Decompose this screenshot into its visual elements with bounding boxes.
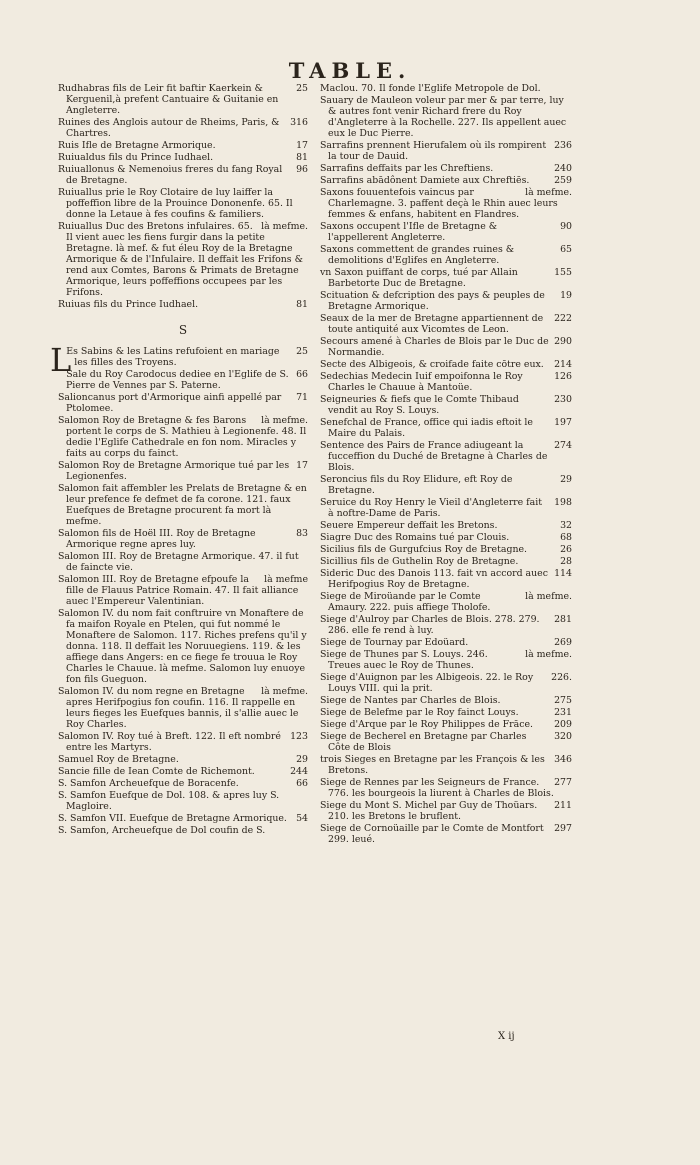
index-entry <box>320 244 572 266</box>
index-entry <box>320 440 572 473</box>
entry-text: Es Sabins & les Latins refufoient en mariage les filles des Troyens. <box>66 346 280 368</box>
index-entry <box>320 497 572 519</box>
entry-page-ref: 114 <box>554 568 572 579</box>
entry-text: Seaux de la mer de Bretagne appartiennent de toute antiquité aux Vicomtes de Leon. <box>320 313 544 335</box>
entry-text: Siege d'Aulroy par Charles de Blois. 278. 279. 286. elle fe rend à luy. <box>320 614 540 636</box>
entry-page-ref: 230 <box>554 394 572 405</box>
index-entry <box>58 415 308 459</box>
entry-text: S. Samfon VII. Euefque de Bretagne Armorique. <box>58 813 287 824</box>
left-column <box>50 83 308 837</box>
entry-text: Ruiuallus Duc des Bretons infulaires. 65. Il vient auec les fiens furgir dans la petite Bretagne. là mef. & fut éleu Roy de la Bretagne Armorique & de l'Infulaire. Il deffait les Frifons & rend aux Comtes, Barons & Primats de Bretagne Armorique, leurs poffeffions occupees par les Frifons. <box>58 221 303 298</box>
index-entry <box>320 695 572 706</box>
entry-text: Seruice du Roy Henry le Vieil d'Angleterre fait à noftre-Dame de Paris. <box>320 497 543 519</box>
index-entry <box>320 800 572 822</box>
index-entry <box>58 392 308 414</box>
entry-page-ref: 81 <box>296 299 308 310</box>
entry-text: Siege d'Auignon par les Albigeois. 22. le Roy Louys VIII. qui la prit. <box>320 672 534 694</box>
entry-text: Siege d'Arque par le Roy Philippes de Frāce. <box>320 719 534 730</box>
entry-text: Siege de Becherel en Bretagne par Charles Côte de Blois <box>320 731 527 753</box>
index-entry <box>320 175 572 186</box>
section-heading-s: S <box>178 323 188 337</box>
index-entry <box>320 267 572 289</box>
index-entry <box>320 719 572 730</box>
entry-page-ref: 28 <box>560 556 572 567</box>
signature-mark: X ij <box>498 1031 515 1042</box>
entry-text: Siege de Cornoüaille par le Comte de Montfort 299. leué. <box>320 823 544 845</box>
index-entry <box>320 649 572 671</box>
index-entry <box>58 460 308 482</box>
entry-page-ref: 54 <box>296 813 308 824</box>
entry-page-ref: 231 <box>554 707 572 718</box>
index-entry <box>320 614 572 636</box>
entry-page-ref: 68 <box>560 532 572 543</box>
entry-page-ref: 126 <box>554 371 572 382</box>
index-entry <box>58 528 308 550</box>
index-entry <box>320 163 572 174</box>
index-entry <box>320 371 572 393</box>
entry-page-ref: 155 <box>554 267 572 278</box>
entry-page-ref: là mefme. <box>525 187 572 198</box>
entry-text: Siege de Tournay par Edoüard. <box>320 637 469 648</box>
index-entry <box>58 731 308 753</box>
index-entry <box>320 707 572 718</box>
entry-page-ref: là mefme. <box>525 649 572 660</box>
index-entry <box>320 187 572 220</box>
entry-text: Salomon IV. du nom regne en Bretagne apres Herifpogius fon coufin. 116. Il rappelle en leurs fieges les Euefques bannis, il s'allie auec le Roy Charles. <box>58 686 299 730</box>
entry-page-ref: là mefme <box>264 574 308 585</box>
entry-text: Ruiuallonus & Nemenoius freres du fang Royal de Bretagne. <box>58 164 283 186</box>
entry-page-ref: 96 <box>296 164 308 175</box>
entry-text: Maclou. 70. Il fonde l'Eglife Metropole de Dol. <box>320 83 541 94</box>
entry-text: Salomon IV. Roy tué à Breft. 122. Il eft nombré entre les Martyrs. <box>58 731 281 753</box>
entry-page-ref: 66 <box>296 369 308 380</box>
entry-page-ref: 277 <box>554 777 572 788</box>
entry-text: Sarrafins abādônent Damiete aux Chreftiēs. <box>320 175 530 186</box>
entry-text: Siege de Belefme par le Roy fainct Louys. <box>320 707 519 718</box>
index-entry <box>320 394 572 416</box>
index-entry <box>58 766 308 777</box>
entry-page-ref: 17 <box>296 140 308 151</box>
entry-text: Seigneuries & fiefs que le Comte Thibaud vendit au Roy S. Louys. <box>320 394 519 416</box>
index-entry <box>58 117 308 139</box>
entry-page-ref: 236 <box>554 140 572 151</box>
entry-page-ref: 32 <box>560 520 572 531</box>
index-entry <box>320 95 572 139</box>
entry-text: Salioncanus port d'Armorique ainfi appellé par Ptolomee. <box>58 392 282 414</box>
entry-text: S. Samfon, Archeuefque de Dol coufin de S. <box>58 825 266 836</box>
index-entry <box>58 608 308 685</box>
index-entry <box>58 813 308 824</box>
index-entry <box>58 551 308 573</box>
r-entries <box>58 83 308 310</box>
index-entry <box>320 637 572 648</box>
entry-page-ref: 71 <box>296 392 308 403</box>
entry-page-ref: là mefme. <box>261 221 308 232</box>
s-entries <box>50 341 308 836</box>
entry-page-ref: 26 <box>560 544 572 555</box>
index-entry <box>320 140 572 162</box>
entry-text: Saxons commettent de grandes ruines & demolitions d'Eglifes en Angleterre. <box>320 244 515 266</box>
entry-page-ref: 259 <box>554 175 572 186</box>
entry-text: Siagre Duc des Romains tué par Clouis. <box>320 532 510 543</box>
entry-page-ref: 240 <box>554 163 572 174</box>
entry-page-ref: 197 <box>554 417 572 428</box>
entry-text: Salomon Roy de Bretagne & fes Barons portent le corps de S. Mathieu à Legionenfe. 48. Il dedie l'Eglife Cathedrale en fon nom. Miracles y faits au corps du fainct. <box>58 415 307 459</box>
entry-text: Salomon fils de Hoël III. Roy de Bretagne Armorique regne apres luy. <box>58 528 256 550</box>
right-column <box>320 83 572 846</box>
index-entry <box>320 556 572 567</box>
index-entry <box>320 417 572 439</box>
entry-page-ref: 81 <box>296 152 308 163</box>
entry-text: Senefchal de France, office qui iadis eftoit le Maire du Palais. <box>320 417 533 439</box>
entry-text: vn Saxon puiffant de corps, tué par Allain Barbetorte Duc de Bretagne. <box>320 267 518 289</box>
entry-text: Salomon Roy de Bretagne Armorique tué par les Legionenfes. <box>58 460 290 482</box>
entry-page-ref: 19 <box>560 290 572 301</box>
entry-page-ref: 65 <box>560 244 572 255</box>
drop-cap: L <box>50 341 72 379</box>
index-entry <box>320 520 572 531</box>
index-entry <box>320 474 572 496</box>
entry-page-ref: 90 <box>560 221 572 232</box>
index-entry <box>58 140 308 151</box>
index-entry <box>320 754 572 776</box>
entry-page-ref: là mefme. <box>261 686 308 697</box>
index-entry <box>58 790 308 812</box>
entry-page-ref: 275 <box>554 695 572 706</box>
entry-page-ref: là mefme. <box>261 415 308 426</box>
index-entry <box>58 83 308 116</box>
index-entry <box>58 164 308 186</box>
index-entry <box>320 731 572 753</box>
entry-text: Saxons occupent l'Ifle de Bretagne & l'appellerent Angleterre. <box>320 221 498 243</box>
entry-page-ref: 320 <box>554 731 572 742</box>
index-entry <box>58 754 308 765</box>
entry-text: Scituation & defcription des pays & peuples de Bretagne Armorique. <box>320 290 545 312</box>
index-entry <box>320 823 572 845</box>
entry-page-ref: 198 <box>554 497 572 508</box>
entry-page-ref: 290 <box>554 336 572 347</box>
index-entry <box>320 544 572 555</box>
index-entry <box>320 777 572 799</box>
entry-text: Samuel Roy de Bretagne. <box>58 754 179 765</box>
index-entry <box>320 591 572 613</box>
index-entry <box>58 778 308 789</box>
entry-text: Secours amené à Charles de Blois par le Duc de Normandie. <box>320 336 549 358</box>
entry-page-ref: 123 <box>290 731 308 742</box>
index-entry <box>320 532 572 543</box>
entry-page-ref: 274 <box>554 440 572 451</box>
index-entry <box>320 290 572 312</box>
entry-text: Sale du Roy Carodocus dediee en l'Eglife de S. Pierre de Vennes par S. Paterne. <box>66 369 289 391</box>
entry-text: Siege de Nantes par Charles de Blois. <box>320 695 501 706</box>
entry-page-ref: 316 <box>290 117 308 128</box>
index-entry <box>58 152 308 163</box>
entry-page-ref: 29 <box>296 754 308 765</box>
entry-page-ref: 17 <box>296 460 308 471</box>
index-entry <box>58 825 308 836</box>
entry-text: Sicillius fils de Guthelin Roy de Bretagne. <box>320 556 519 567</box>
entry-page-ref: 211 <box>554 800 572 811</box>
s-entries-continued <box>320 83 572 845</box>
entry-text: Siege de Miroüande par le Comte Amaury. 222. puis affiege Tholofe. <box>320 591 491 613</box>
index-entry <box>58 299 308 310</box>
entry-page-ref: 346 <box>554 754 572 765</box>
entry-text: Sarrafins deffaits par les Chreftiens. <box>320 163 494 174</box>
page-title: TABLE. <box>288 58 412 83</box>
entry-text: Ruiualdus fils du Prince Iudhael. <box>58 152 214 163</box>
entry-text: Siege de Thunes par S. Louys. 246. Treues auec le Roy de Thunes. <box>320 649 488 671</box>
entry-text: S. Samfon Euefque de Dol. 108. & apres luy S. Magloire. <box>58 790 280 812</box>
index-entry <box>58 686 308 730</box>
entry-text: Salomon III. Roy de Bretagne efpoufe la fille de Flauus Patrice Romain. 47. Il fait alliance auec l'Empereur Valentinian. <box>58 574 299 607</box>
entry-text: Ruines des Anglois autour de Rheims, Paris, & Chartres. <box>58 117 280 139</box>
index-entry <box>320 359 572 370</box>
entry-page-ref: 25 <box>296 346 308 357</box>
entry-page-ref: là mefme. <box>525 591 572 602</box>
entry-text: Saxons fouuentefois vaincus par Charlemagne. 3. paffent deçà le Rhin auec leurs femmes & enfans, habitent en Flandres. <box>320 187 558 220</box>
entry-page-ref: 29 <box>560 474 572 485</box>
index-entry <box>58 483 308 527</box>
index-entry <box>320 221 572 243</box>
entry-text: Sauary de Mauleon voleur par mer & par terre, luy & autres font venir Richard frere du Roy d'Angleterre à la Rochelle. 227. Ils appellent auec eux le Duc Pierre. <box>320 95 567 139</box>
entry-text: Salomon fait affembler les Prelats de Bretagne & en leur prefence fe defmet de fa corone. 121. faux Euefques de Bretagne procurent fa mort là mefme. <box>58 483 307 527</box>
index-entry <box>58 574 308 607</box>
entry-text: Ruis Ifle de Bretagne Armorique. <box>58 140 216 151</box>
entry-page-ref: 66 <box>296 778 308 789</box>
index-entry <box>320 568 572 590</box>
entry-text: trois Sieges en Bretagne par les François & les Bretons. <box>320 754 545 776</box>
index-entry <box>320 672 572 694</box>
entry-text: Sedechias Medecin Iuif empoifonna le Roy Charles le Chauue à Mantoüe. <box>320 371 523 393</box>
index-entry <box>58 187 308 220</box>
index-entry <box>320 313 572 335</box>
index-entry <box>58 221 308 298</box>
index-entry <box>58 369 308 391</box>
entry-text: Siege du Mont S. Michel par Guy de Thoüars. 210. les Bretons le bruflent. <box>320 800 538 822</box>
entry-text: S. Samfon Archeuefque de Boracenfe. <box>58 778 239 789</box>
entry-text: Salomon IV. du nom fait conftruire vn Monaftere de fa maifon Royale en Ptelen, qui fut nommé le Monaftere de Salomon. 117. Riches prefens qu'il y donna. 118. Il deffait les Noruuegiens. 119. & les affiege dans Angers: en ce fiege fe trouua le Roy Charles le Chauue. là mefme. Salomon luy enuoye fon fils Gueguon. <box>58 608 307 685</box>
entry-page-ref: 25 <box>296 83 308 94</box>
entry-text: Sarrafins prennent Hierufalem où ils rompirent la tour de Dauid. <box>320 140 547 162</box>
entry-text: Ruiuallus prie le Roy Clotaire de luy laiffer la poffeffion libre de la Prouince Dononenfe. 65. Il donne la Letaue à fes coufins & familiers. <box>58 187 293 220</box>
entry-page-ref: 209 <box>554 719 572 730</box>
entry-text: Salomon III. Roy de Bretagne Armorique. 47. il fut de faincte vie. <box>58 551 299 573</box>
entry-page-ref: 244 <box>290 766 308 777</box>
index-entry <box>320 336 572 358</box>
entry-text: Sentence des Pairs de France adiugeant la fucceffion du Duché de Bretagne à Charles de Blois. <box>320 440 548 473</box>
entry-page-ref: 269 <box>554 637 572 648</box>
index-entry <box>320 83 572 94</box>
entry-page-ref: 281 <box>554 614 572 625</box>
entry-text: Secte des Albigeois, & croifade faite cōtre eux. <box>320 359 544 370</box>
entry-page-ref: 214 <box>554 359 572 370</box>
entry-page-ref: 226. <box>551 672 572 683</box>
entry-page-ref: 83 <box>296 528 308 539</box>
entry-text: Rudhabras fils de Leir fit baftir Kaerkein & Kerguenil,à prefent Cantuaire & Guitanie en Angleterre. <box>58 83 279 116</box>
entry-page-ref: 297 <box>554 823 572 834</box>
entry-text: Sicilius fils de Gurgufcius Roy de Bretagne. <box>320 544 528 555</box>
entry-page-ref: 222 <box>554 313 572 324</box>
entry-text: Seuere Empereur deffait les Bretons. <box>320 520 498 531</box>
entry-text: Siege de Rennes par les Seigneurs de France. 776. les bourgeois la liurent à Charles de Blois. <box>320 777 554 799</box>
entry-text: Ruiuas fils du Prince Iudhael. <box>58 299 199 310</box>
entry-text: Seroncius fils du Roy Elidure, eft Roy de Bretagne. <box>320 474 513 496</box>
entry-text: Sancie fille de Iean Comte de Richemont. <box>58 766 255 777</box>
entry-text: Sideric Duc des Danois 113. fait vn accord auec Herifpogius Roy de Bretagne. <box>320 568 548 590</box>
